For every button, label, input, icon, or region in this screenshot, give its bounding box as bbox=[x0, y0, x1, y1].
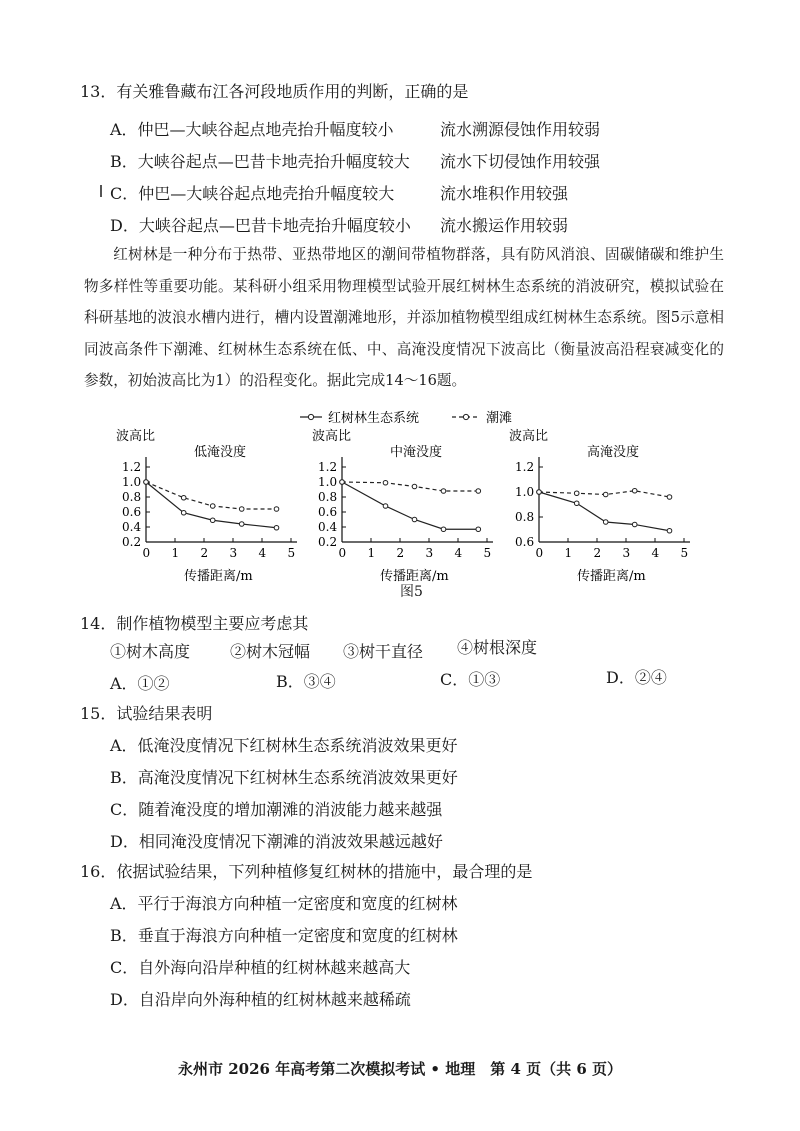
series-line-tidal-flat bbox=[342, 482, 478, 491]
legend-mangrove-label: 红树林生态系统 bbox=[328, 411, 420, 426]
q14-option-b: B．③④ bbox=[276, 672, 336, 691]
q14-item-3: ③树干直径 bbox=[343, 642, 424, 661]
q13-option-d-right: 流水搬运作用较弱 bbox=[440, 216, 569, 235]
q13-option-c: C．仲巴—大峡谷起点地壳抬升幅度较大 bbox=[110, 184, 395, 203]
q13-option-a-right: 流水溯源侵蚀作用较弱 bbox=[440, 120, 601, 139]
x-tick-label: 5 bbox=[287, 546, 296, 560]
x-axis-title: 传播距离/m bbox=[184, 569, 253, 584]
y-tick-label: 0.4 bbox=[318, 520, 338, 534]
q14-item-1: ①树木高度 bbox=[110, 642, 191, 661]
data-point-tidal-flat bbox=[340, 480, 345, 485]
data-point-mangrove bbox=[667, 528, 672, 533]
y-tick-label: 0.8 bbox=[122, 490, 142, 504]
y-tick-label: 1.0 bbox=[515, 485, 535, 499]
chart-title: 高淹没度 bbox=[587, 445, 640, 460]
q16-option-d: D．自沿岸向外海种植的红树林越来越稀疏 bbox=[110, 990, 411, 1009]
data-point-tidal-flat bbox=[632, 488, 637, 493]
q14-option-a: A．①② bbox=[110, 674, 170, 693]
q16-option-c: C．自外海向沿岸种植的红树林越来越高大 bbox=[110, 958, 411, 977]
x-tick-label: 2 bbox=[396, 546, 405, 560]
data-point-tidal-flat bbox=[144, 480, 149, 485]
q15-option-c: C．随着淹没度的增加潮滩的消波能力越来越强 bbox=[110, 800, 443, 819]
x-axis-title: 传播距离/m bbox=[577, 569, 646, 584]
x-tick-label: 3 bbox=[425, 546, 434, 560]
y-tick-label: 0.4 bbox=[122, 520, 142, 534]
data-point-tidal-flat bbox=[274, 507, 279, 512]
y-tick-label: 0.2 bbox=[122, 535, 142, 549]
data-point-mangrove bbox=[274, 525, 279, 530]
legend-flat-label: 潮滩 bbox=[486, 411, 513, 426]
x-tick-label: 5 bbox=[680, 546, 689, 560]
data-point-tidal-flat bbox=[210, 504, 215, 509]
y-axis-title: 波高比 bbox=[509, 429, 549, 444]
data-point-mangrove bbox=[412, 517, 417, 522]
y-tick-label: 1.0 bbox=[122, 475, 142, 489]
q13-option-b: B．大峡谷起点—巴昔卡地壳抬升幅度较大 bbox=[110, 152, 410, 171]
x-tick-label: 1 bbox=[171, 546, 180, 560]
x-tick-label: 2 bbox=[200, 546, 209, 560]
passage: 红树林是一种分布于热带、亚热带地区的潮间带植物群落，具有防风消浪、固碳储碳和维护生物多样性等重要功能。某科研小组采用物理模型试验开展红树林生态系统的消波研究，模拟试验在科研基地的波浪水槽内进行，槽内设置潮滩地形，并添加植物模型组成红树林生态系统。图5示意相同波高条件下潮滩、红树林生态系统在低、中、高淹没度情况下波高比（衡量波高沿程衰减变化的参数，初始波高比为1）的沿程变化。据此完成14～16题。 bbox=[84, 246, 724, 389]
chart-low-submergence bbox=[112, 428, 312, 588]
data-point-tidal-flat bbox=[239, 507, 244, 512]
y-tick-label: 1.0 bbox=[318, 475, 338, 489]
figure-legend bbox=[300, 406, 560, 428]
q13-option-b-right: 流水下切侵蚀作用较强 bbox=[440, 152, 601, 171]
q14-item-2: ②树木冠幅 bbox=[230, 642, 311, 661]
x-tick-label: 1 bbox=[564, 546, 573, 560]
page-footer: 永州市 2026 年高考第二次模拟考试 • 地理 第 4 页（共 6 页） bbox=[178, 1060, 622, 1078]
data-point-mangrove bbox=[383, 504, 388, 509]
data-point-mangrove bbox=[476, 527, 481, 532]
margin-mark bbox=[100, 185, 102, 197]
y-tick-label: 1.2 bbox=[515, 460, 535, 474]
chart-title: 低淹没度 bbox=[194, 445, 247, 460]
x-tick-label: 4 bbox=[258, 546, 267, 560]
q13-option-a bbox=[110, 120, 394, 140]
x-tick-label: 4 bbox=[651, 546, 660, 560]
x-tick-label: 4 bbox=[454, 546, 463, 560]
x-axis-title: 传播距离/m bbox=[380, 569, 449, 584]
chart-medium-submergence bbox=[308, 428, 508, 588]
y-tick-label: 0.2 bbox=[318, 535, 338, 549]
q15-option-d: D．相同淹没度情况下潮滩的消波效果越远越好 bbox=[110, 832, 443, 851]
y-tick-label: 1.2 bbox=[318, 460, 338, 474]
data-point-tidal-flat bbox=[181, 495, 186, 500]
chart-high-submergence bbox=[505, 428, 705, 588]
data-point-tidal-flat bbox=[574, 491, 579, 496]
data-point-mangrove bbox=[632, 522, 637, 527]
x-tick-label: 3 bbox=[622, 546, 631, 560]
x-tick-label: 0 bbox=[338, 546, 347, 560]
y-tick-label: 1.2 bbox=[122, 460, 142, 474]
figure-caption: 图5 bbox=[400, 584, 423, 600]
y-tick-label: 0.6 bbox=[122, 505, 142, 519]
q13-option-c-right: 流水堆积作用较强 bbox=[440, 184, 569, 203]
y-axis-title: 波高比 bbox=[312, 429, 352, 444]
series-line-mangrove bbox=[539, 492, 670, 531]
data-point-tidal-flat bbox=[476, 489, 481, 494]
data-point-mangrove bbox=[239, 522, 244, 527]
q16-stem: 16．依据试验结果，下列种植修复红树林的措施中，最合理的是 bbox=[80, 862, 533, 881]
legend-mangrove-marker bbox=[308, 414, 313, 419]
q13-option-a-left: A．仲巴—大峡谷起点地壳抬升幅度较小 bbox=[110, 120, 394, 139]
q14-option-d: D．②④ bbox=[606, 668, 667, 687]
data-point-tidal-flat bbox=[667, 495, 672, 500]
x-tick-label: 1 bbox=[367, 546, 376, 560]
data-point-tidal-flat bbox=[603, 492, 608, 497]
x-tick-label: 0 bbox=[535, 546, 544, 560]
q16-option-a: A．平行于海浪方向种植一定密度和宽度的红树林 bbox=[110, 894, 458, 913]
q13-stem: 13．有关雅鲁藏布江各河段地质作用的判断，正确的是 bbox=[80, 82, 469, 101]
q14-option-c: C．①③ bbox=[440, 670, 501, 689]
q14-item-4: ④树根深度 bbox=[457, 638, 538, 657]
q15-option-b: B．高淹没度情况下红树林生态系统消波效果更好 bbox=[110, 768, 458, 787]
data-point-mangrove bbox=[574, 501, 579, 506]
q13-option-d: D．大峡谷起点—巴昔卡地壳抬升幅度较小 bbox=[110, 216, 411, 235]
data-point-mangrove bbox=[181, 510, 186, 515]
y-tick-label: 0.8 bbox=[515, 510, 535, 524]
data-point-tidal-flat bbox=[537, 490, 542, 495]
x-tick-label: 3 bbox=[229, 546, 238, 560]
data-point-mangrove bbox=[603, 520, 608, 525]
legend-flat-marker bbox=[463, 414, 468, 419]
x-tick-label: 0 bbox=[142, 546, 151, 560]
y-tick-label: 0.6 bbox=[515, 535, 535, 549]
x-tick-label: 2 bbox=[593, 546, 602, 560]
chart-title: 中淹没度 bbox=[390, 445, 443, 460]
series-line-mangrove bbox=[342, 482, 478, 529]
y-tick-label: 0.6 bbox=[318, 505, 338, 519]
q14-stem: 14．制作植物模型主要应考虑其 bbox=[80, 614, 309, 633]
data-point-tidal-flat bbox=[383, 480, 388, 485]
data-point-mangrove bbox=[210, 518, 215, 523]
data-point-tidal-flat bbox=[412, 484, 417, 489]
q15-option-a: A．低淹没度情况下红树林生态系统消波效果更好 bbox=[110, 736, 458, 755]
y-tick-label: 0.8 bbox=[318, 490, 338, 504]
q16-option-b: B．垂直于海浪方向种植一定密度和宽度的红树林 bbox=[110, 926, 458, 945]
data-point-tidal-flat bbox=[441, 489, 446, 494]
y-axis-title: 波高比 bbox=[116, 429, 156, 444]
q15-stem: 15．试验结果表明 bbox=[80, 704, 213, 723]
x-tick-label: 5 bbox=[483, 546, 492, 560]
data-point-mangrove bbox=[441, 527, 446, 532]
